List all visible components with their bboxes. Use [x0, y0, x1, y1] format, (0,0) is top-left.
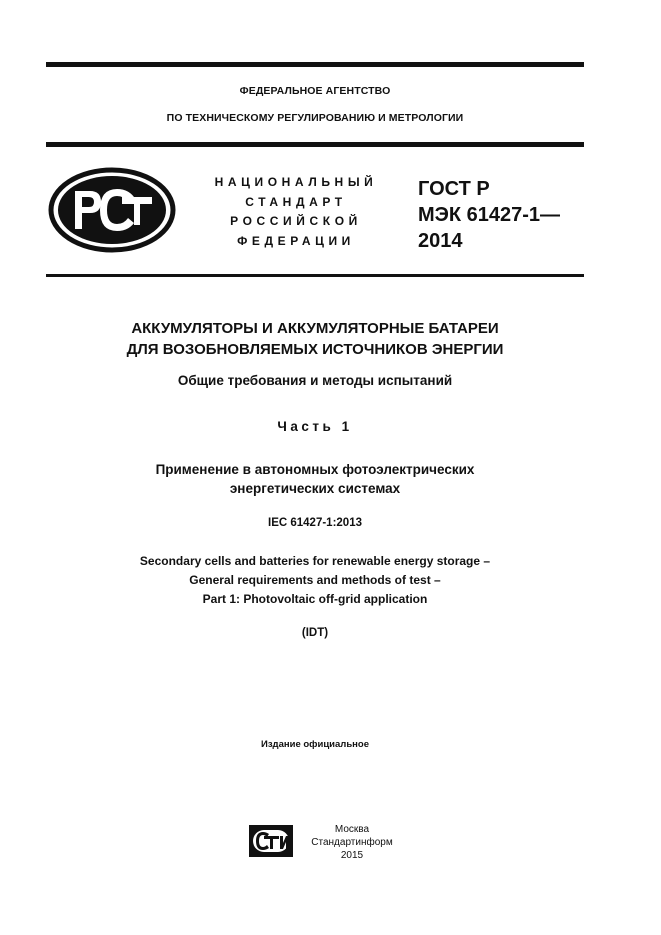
header-bottom-rule [46, 274, 584, 277]
english-title-line-1: Secondary cells and batteries for renewable energy storage – [139, 554, 491, 568]
title-line-2: ДЛЯ ВОЗОБНОВЛЯЕМЫХ ИСТОЧНИКОВ ЭНЕРГИИ [126, 341, 504, 358]
english-title-line-2: General requirements and methods of test – [189, 573, 441, 587]
national-standard-line-3: РОССИЙСКОЙ [230, 214, 362, 228]
iec-reference: IEC 61427-1:2013 [268, 517, 362, 529]
standard-designation [418, 176, 560, 254]
publisher-year: 2015 [340, 850, 364, 861]
document-title [46, 318, 584, 360]
application-title [46, 460, 584, 498]
designation-line-2: МЭК 61427-1— [418, 204, 561, 226]
publisher-block [303, 823, 401, 862]
document-subtitle: Общие требования и методы испытаний [177, 373, 453, 388]
application-line-2: энергетических системах [229, 481, 401, 496]
national-standard-line-4: ФЕДЕРАЦИИ [237, 233, 355, 248]
national-standard-line-1: НАЦИОНАЛЬНЫЙ [214, 175, 378, 189]
designation-line-3: 2014 [418, 230, 463, 252]
edition-label: Издание официальное [261, 739, 369, 750]
part-label: Часть 1 [277, 419, 353, 434]
national-standard-label [196, 173, 396, 251]
publisher-name: Стандартинформ [311, 837, 393, 848]
agency-line-1: ФЕДЕРАЛЬНОЕ АГЕНТСТВО [239, 85, 391, 97]
agency-line-2: ПО ТЕХНИЧЕСКОМУ РЕГУЛИРОВАНИЮ И МЕТРОЛОГИИ [166, 112, 464, 124]
designation-line-1: ГОСТ Р [418, 178, 490, 200]
english-title-line-3: Part 1: Photovoltaic off-grid application [202, 592, 428, 606]
title-line-1: АККУМУЛЯТОРЫ И АККУМУЛЯТОРНЫЕ БАТАРЕИ [131, 320, 499, 337]
standartinform-logo-icon [249, 825, 293, 857]
top-rule [46, 62, 584, 67]
gost-r-certification-mark-icon [48, 167, 176, 253]
idt-label: (IDT) [301, 627, 329, 639]
application-line-1: Применение в автономных фотоэлектрических [155, 462, 475, 477]
national-standard-line-2: СТАНДАРТ [245, 194, 347, 209]
english-title [46, 552, 584, 609]
publisher-city: Москва [334, 824, 370, 835]
header-rule [46, 142, 584, 147]
